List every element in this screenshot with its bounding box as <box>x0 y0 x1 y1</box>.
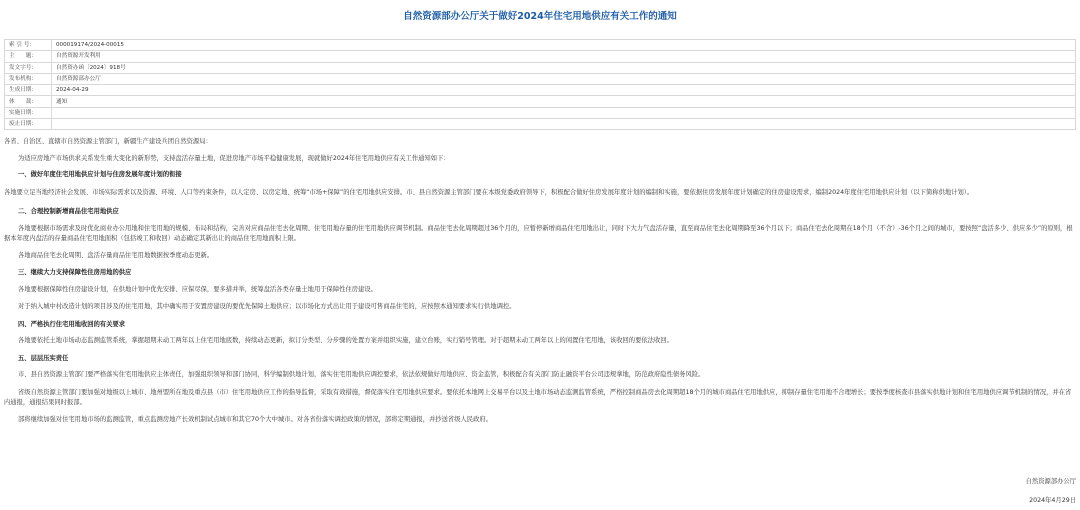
meta-label: 生成日期： <box>5 85 52 96</box>
paragraph: 各地要立足当地经济社会发展、市场实际需求以及资源、环境、人口等约束条件，以人定房、以房定地、统筹“市场+保障”的住宅用地供应安排。市、县自然资源主管部门要在本级党委政府领导下，积极配合做好住房发展年度计划的编制和实施，要依据住房发展年度计划确定的住房建设需求，编制2024年度住宅用地供应计划（以下简称供地计划）。 <box>4 188 974 196</box>
meta-row <box>5 40 1076 51</box>
section-heading: 一、做好年度住宅用地供应计划与住房发展年度计划的衔接 <box>18 171 182 178</box>
meta-row <box>5 73 1076 84</box>
meta-label: 主 题： <box>5 51 52 62</box>
meta-value <box>52 119 1076 130</box>
paragraph: 省级自然资源主管部门要加强对地级以上城市、地州盟所在地及重点县（市）住宅用地供应工作的指导监督，采取有效措施，督促落实住宅用地供应要求。要依托本地网上交易平台以及土地市场动态监测监管系统，严格控制商品房去化周期超18个月的城市商品住宅用地供应，抑制存量住宅用地不合理增长；要按季度核查市县落实供地计划和住宅用地供应调节机制的情况，并在省内通报，通报结果同时报部。 <box>4 388 1072 406</box>
document-body <box>4 137 1076 425</box>
paragraph: 部将继续加强对住宅用地市场的监测监管，重点监测房地产长效机制试点城市和其它70个大中城市。对各省份落实调控政策的情况，部将定期通报，并抄送省级人民政府。 <box>18 415 492 423</box>
document-meta-table <box>4 39 1076 130</box>
meta-row <box>5 119 1076 130</box>
paragraph: 各地商品住宅去化周期、盘活存量商品住宅用地数据按季度动态更新。 <box>18 251 214 259</box>
salutation: 各省、自治区、直辖市自然资源主管部门，新疆生产建设兵团自然资源局： <box>4 138 212 145</box>
section-heading: 二、合理控制新增商品住宅用地供应 <box>18 208 119 215</box>
meta-row <box>5 107 1076 118</box>
meta-label: 索 引 号： <box>5 40 52 51</box>
paragraph: 各地要根据市场需求及时优化商业办公用地和住宅用地的规模、布局和结构，完善对应商品住宅去化周期、住宅用地存量的住宅用地供应调节机制。商品住宅去化周期超过36个月的，应暂停新增商品住宅用地出让，同时下大力气盘活存量，直至商品住宅去化周期降至36个月以下；商品住宅去化周期在18个月（不含）-36个月之间的城市，要按照“盘活多少、供应多少”的原则，根据本年度内盘活的存量商品住宅用地面积（包括竣工和收回）动态确定其新出让的商品住宅用地面积上限。 <box>4 224 1073 242</box>
meta-row <box>5 62 1076 73</box>
meta-label: 发布机构： <box>5 73 52 84</box>
meta-value: 自然资源开发利用 <box>52 51 1076 62</box>
meta-value: 000019174/2024-00015 <box>52 40 1076 51</box>
paragraph: 市、县自然资源主管部门要严格落实住宅用地供应主体责任，加强组织领导和部门协同，科学编制供地计划，落实住宅用地供应调控要求，依法依规做好用地供应、资金监管，积极配合有关部门防止融资平台公司违规拿地，防范政府隐性债务风险。 <box>18 371 705 378</box>
section-heading: 五、层层压实责任 <box>18 354 69 362</box>
meta-row <box>5 96 1076 107</box>
meta-value: 自然资办函〔2024〕918号 <box>52 62 1076 73</box>
meta-label: 实施日期： <box>5 107 52 118</box>
meta-value <box>52 107 1076 118</box>
signature-date: 2024年4月29日 <box>1029 497 1076 504</box>
intro-paragraph: 为适应房地产市场供求关系发生重大变化的新形势，支持盘活存量土地，促进房地产市场平稳健康发展，现就做好2024年住宅用地供应有关工作通知如下： <box>18 154 450 162</box>
meta-label: 体 裁： <box>5 96 52 107</box>
meta-value: 自然资源部办公厅 <box>52 73 1076 84</box>
meta-label: 废止日期： <box>5 119 52 130</box>
meta-value: 通知 <box>52 96 1076 107</box>
meta-value: 2024-04-29 <box>52 85 1076 96</box>
page-title: 自然资源部办公厅关于做好2024年住宅用地供应有关工作的通知 <box>403 11 677 22</box>
meta-label: 发文字号： <box>5 62 52 73</box>
section-heading: 三、继续大力支持保障性住房用地的供应 <box>18 269 132 276</box>
paragraph: 各地要根据保障性住房建设计划，在供地计划中优先安排、应保尽保，要多措并举，统筹盘活各类存量土地用于保障性住房建设。 <box>18 285 377 293</box>
signature-org: 自然资源部办公厅 <box>1025 478 1076 485</box>
section-heading: 四、严格执行住宅用地收回的有关要求 <box>18 320 126 328</box>
meta-row <box>5 51 1076 62</box>
meta-row <box>5 85 1076 96</box>
paragraph: 对于纳入城中村改造计划的项目涉及的住宅用地，其中确实用于安置房建设的要优先保障土地供应；以市场化方式出让用于建设可售商品住宅的，应按照本通知要求实行供地调控。 <box>18 303 516 310</box>
paragraph: 各地要依托土地市场动态监测监管系统，掌握超期未动工两年以上住宅用地底数，持续动态更新，拟订分类型、分步骤的处置方案并组织实施，建立台账，实行销号管理。对于超期未动工两年以上的闲置住宅用地，该收回的要依法收回。 <box>18 337 673 344</box>
